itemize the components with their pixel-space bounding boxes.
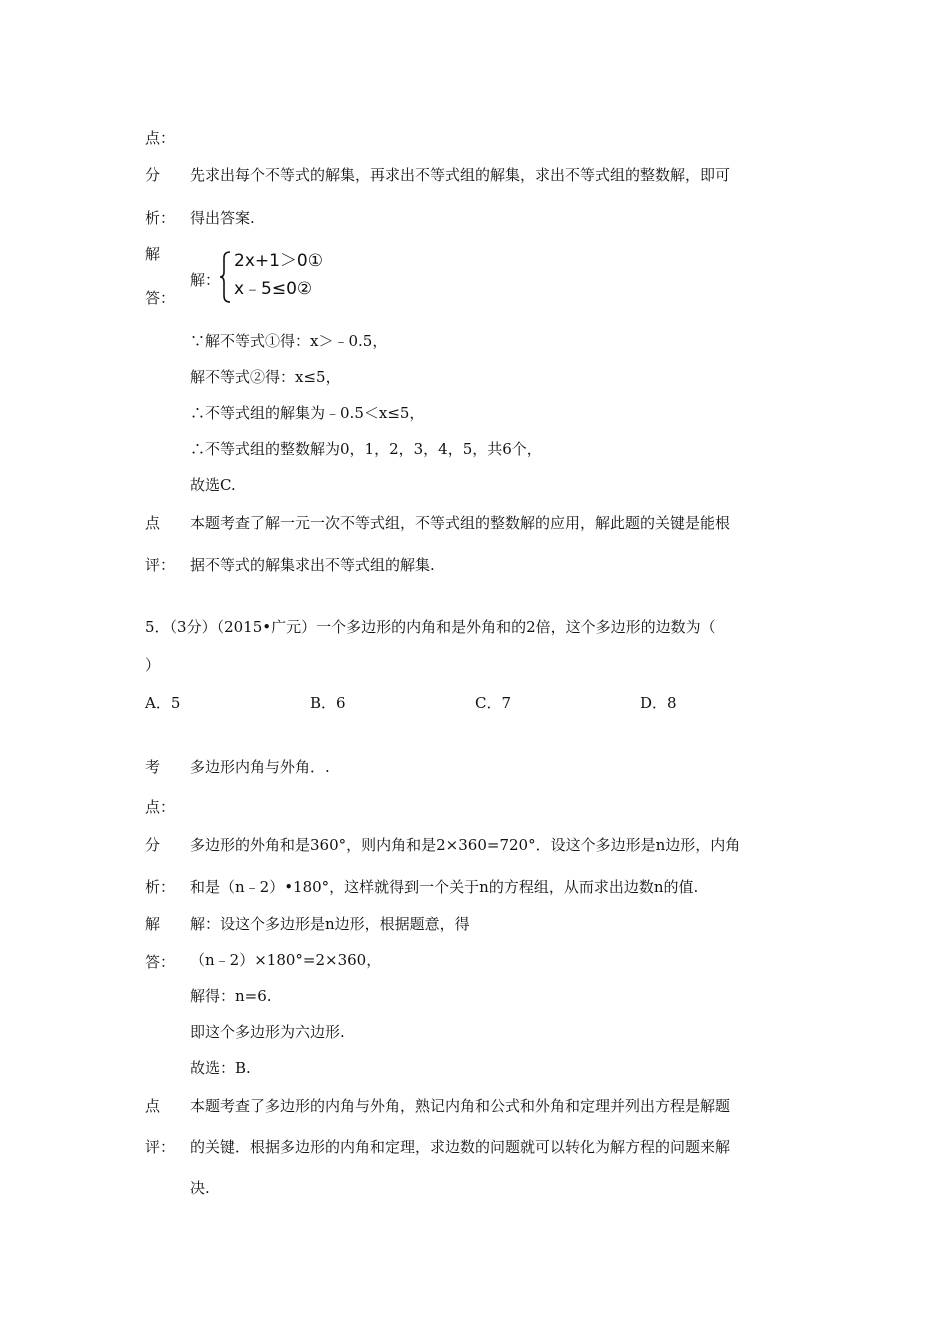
step-4: ∴不等式组的整数解为0，1，2，3，4，5，共6个， bbox=[190, 440, 542, 458]
analysis2-label-1: 分 bbox=[145, 836, 161, 854]
step-1: ∵解不等式①得：x＞﹣0.5， bbox=[190, 332, 388, 350]
answer2-line-2: （n﹣2）×180°=2×360， bbox=[190, 951, 382, 969]
comment-line-1: 本题考查了解一元一次不等式组，不等式组的整数解的应用，解此题的关键是能根 bbox=[190, 514, 731, 532]
comment2-line-2: 的关键．根据多边形的内角和定理，求边数的问题就可以转化为解方程的问题来解 bbox=[190, 1138, 731, 1156]
answer2-label-2: 答： bbox=[145, 953, 176, 971]
kao-label-2: 点： bbox=[145, 798, 176, 816]
comment2-label-2: 评： bbox=[145, 1138, 176, 1156]
answer2-line-5: 故选：B. bbox=[190, 1059, 251, 1077]
analysis-label-1: 分 bbox=[145, 166, 161, 184]
analysis2-line-2: 和是（n﹣2）•180°，这样就得到一个关于n的方程组，从而求出边数n的值. bbox=[190, 878, 699, 896]
comment2-line-3: 决. bbox=[190, 1179, 210, 1197]
comment-label-2: 评： bbox=[145, 556, 176, 574]
kao-text: 多边形内角与外角．. bbox=[190, 758, 330, 776]
step-5: 故选C. bbox=[190, 476, 236, 494]
brace-icon bbox=[218, 250, 232, 304]
comment-label-1: 点 bbox=[145, 514, 161, 532]
option-c: C．7 bbox=[475, 694, 512, 712]
answer-label-1: 解 bbox=[145, 245, 161, 263]
answer2-line-1: 解：设这个多边形是n边形，根据题意，得 bbox=[190, 915, 470, 933]
step-2: 解不等式②得：x≤5， bbox=[190, 368, 341, 386]
option-b: B．6 bbox=[310, 694, 346, 712]
comment2-label-1: 点 bbox=[145, 1097, 161, 1115]
analysis2-line-1: 多边形的外角和是360°，则内角和是2×360=720°．设这个多边形是n边形，内角 bbox=[190, 836, 741, 854]
system-equation-2: x﹣5≤0② bbox=[234, 279, 313, 299]
kao-label-1: 考 bbox=[145, 758, 161, 776]
answer2-label-1: 解 bbox=[145, 915, 161, 933]
question-5-line-2: ） bbox=[145, 656, 161, 674]
comment-line-2: 据不等式的解集求出不等式组的解集. bbox=[190, 556, 435, 574]
label-dian-top: 点： bbox=[145, 129, 176, 147]
analysis-label-2: 析： bbox=[145, 209, 176, 227]
question-5-line-1: 5．（3分）（2015•广元）一个多边形的内角和是外角和的2倍，这个多边形的边数为（ bbox=[145, 618, 716, 636]
answer-prefix: 解： bbox=[190, 271, 221, 289]
analysis-line-2: 得出答案. bbox=[190, 209, 255, 227]
system-equation-1: 2x+1＞0① bbox=[234, 251, 323, 271]
comment2-line-1: 本题考查了多边形的内角与外角，熟记内角和公式和外角和定理并列出方程是解题 bbox=[190, 1097, 731, 1115]
analysis2-label-2: 析： bbox=[145, 878, 176, 896]
step-3: ∴不等式组的解集为﹣0.5＜x≤5， bbox=[190, 404, 425, 422]
answer2-line-4: 即这个多边形为六边形. bbox=[190, 1023, 345, 1041]
answer-label-2: 答： bbox=[145, 289, 176, 307]
option-d: D．8 bbox=[640, 694, 677, 712]
answer2-line-3: 解得：n=6. bbox=[190, 987, 272, 1005]
analysis-line-1: 先求出每个不等式的解集，再求出不等式组的解集，求出不等式组的整数解，即可 bbox=[190, 166, 731, 184]
option-a: A．5 bbox=[145, 694, 181, 712]
